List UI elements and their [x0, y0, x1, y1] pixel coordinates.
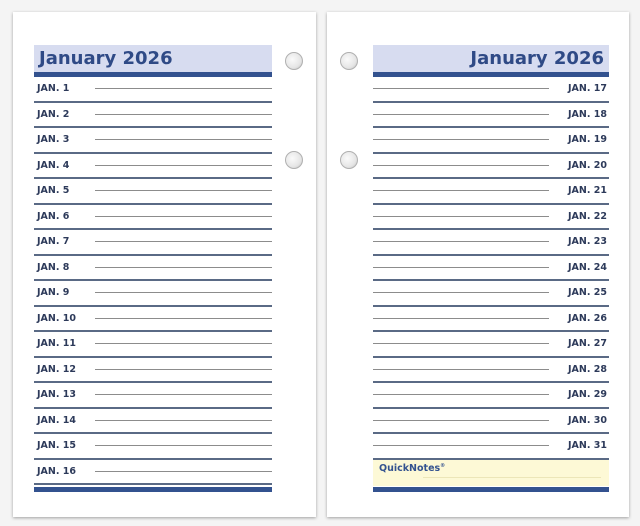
day-list — [373, 77, 609, 460]
day-label: JAN. 31 — [568, 440, 607, 451]
right-page — [327, 12, 629, 517]
writing-line — [373, 139, 549, 140]
day-row[interactable] — [34, 128, 272, 154]
writing-line — [95, 139, 272, 140]
writing-line — [373, 420, 549, 421]
writing-line — [373, 318, 549, 319]
day-label: JAN. 5 — [37, 185, 70, 196]
day-row[interactable] — [373, 205, 609, 231]
day-label: JAN. 27 — [568, 338, 607, 349]
day-row[interactable] — [373, 256, 609, 282]
writing-line — [373, 114, 549, 115]
day-row[interactable] — [373, 103, 609, 129]
day-row[interactable] — [34, 77, 272, 103]
day-label: JAN. 2 — [37, 108, 70, 120]
day-label: JAN. 30 — [568, 414, 607, 426]
quicknotes-area[interactable] — [373, 460, 609, 486]
day-label: JAN. 6 — [37, 210, 70, 222]
day-label: JAN. 3 — [37, 134, 70, 145]
writing-line — [95, 420, 272, 421]
writing-line — [95, 241, 272, 242]
writing-line — [95, 216, 272, 217]
day-row[interactable] — [34, 103, 272, 129]
writing-line — [373, 445, 549, 446]
day-row[interactable] — [34, 358, 272, 384]
day-row[interactable] — [34, 307, 272, 333]
day-row[interactable] — [34, 154, 272, 180]
writing-line — [373, 190, 549, 191]
day-row[interactable] — [373, 230, 609, 256]
day-label: JAN. 8 — [37, 261, 70, 273]
left-page — [13, 12, 316, 517]
writing-line — [95, 369, 272, 370]
month-title: January 2026 — [373, 45, 609, 72]
writing-line — [95, 343, 272, 344]
day-label: JAN. 25 — [568, 287, 607, 298]
day-label: JAN. 13 — [37, 389, 76, 400]
day-row[interactable] — [34, 256, 272, 282]
day-row[interactable] — [373, 332, 609, 358]
day-row[interactable] — [373, 77, 609, 103]
footer-rule — [34, 487, 272, 492]
day-label: JAN. 26 — [568, 312, 607, 324]
footer-rule — [373, 487, 609, 492]
day-label: JAN. 23 — [568, 236, 607, 247]
writing-line — [373, 216, 549, 217]
day-label: JAN. 7 — [37, 236, 70, 247]
day-row[interactable] — [373, 179, 609, 205]
writing-line — [95, 394, 272, 395]
day-row[interactable] — [373, 128, 609, 154]
binder-hole-icon — [340, 151, 358, 169]
writing-line — [95, 165, 272, 166]
day-label: JAN. 19 — [568, 134, 607, 145]
day-label: JAN. 16 — [37, 465, 76, 477]
day-row[interactable] — [373, 409, 609, 435]
writing-line — [95, 292, 272, 293]
writing-line — [373, 369, 549, 370]
day-label: JAN. 17 — [568, 83, 607, 94]
binder-hole-icon — [285, 52, 303, 70]
binder-hole-icon — [340, 52, 358, 70]
day-row[interactable] — [373, 383, 609, 409]
writing-line — [373, 267, 549, 268]
day-label: JAN. 15 — [37, 440, 76, 451]
day-row[interactable] — [34, 332, 272, 358]
day-label: JAN. 4 — [37, 159, 70, 171]
quicknotes-label: QuickNotes® — [379, 463, 446, 475]
day-row[interactable] — [373, 154, 609, 180]
day-row[interactable] — [373, 358, 609, 384]
day-label: JAN. 29 — [568, 389, 607, 400]
day-label: JAN. 9 — [37, 287, 70, 298]
writing-line — [95, 445, 272, 446]
day-row[interactable] — [34, 383, 272, 409]
day-label: JAN. 24 — [568, 261, 607, 273]
binder-hole-icon — [285, 151, 303, 169]
writing-line — [373, 292, 549, 293]
day-row[interactable] — [34, 460, 272, 486]
writing-line — [373, 88, 549, 89]
day-label: JAN. 1 — [37, 83, 70, 94]
day-label: JAN. 21 — [568, 185, 607, 196]
writing-line — [373, 343, 549, 344]
notes-line — [423, 477, 601, 478]
day-label: JAN. 22 — [568, 210, 607, 222]
day-row[interactable] — [34, 205, 272, 231]
writing-line — [95, 471, 272, 472]
day-list — [34, 77, 272, 485]
month-title: January 2026 — [34, 45, 272, 72]
day-row[interactable] — [34, 179, 272, 205]
day-row[interactable] — [34, 409, 272, 435]
writing-line — [95, 114, 272, 115]
writing-line — [95, 88, 272, 89]
writing-line — [95, 267, 272, 268]
day-row[interactable] — [34, 281, 272, 307]
writing-line — [95, 190, 272, 191]
writing-line — [95, 318, 272, 319]
day-label: JAN. 20 — [568, 159, 607, 171]
day-row[interactable] — [373, 307, 609, 333]
writing-line — [373, 241, 549, 242]
day-row[interactable] — [373, 434, 609, 460]
day-label: JAN. 12 — [37, 363, 76, 375]
day-label: JAN. 18 — [568, 108, 607, 120]
day-label: JAN. 14 — [37, 414, 76, 426]
day-label: JAN. 28 — [568, 363, 607, 375]
day-row[interactable] — [373, 281, 609, 307]
day-label: JAN. 10 — [37, 312, 76, 324]
day-row[interactable] — [34, 434, 272, 460]
writing-line — [373, 165, 549, 166]
day-row[interactable] — [34, 230, 272, 256]
writing-line — [373, 394, 549, 395]
day-label: JAN. 11 — [37, 338, 76, 349]
